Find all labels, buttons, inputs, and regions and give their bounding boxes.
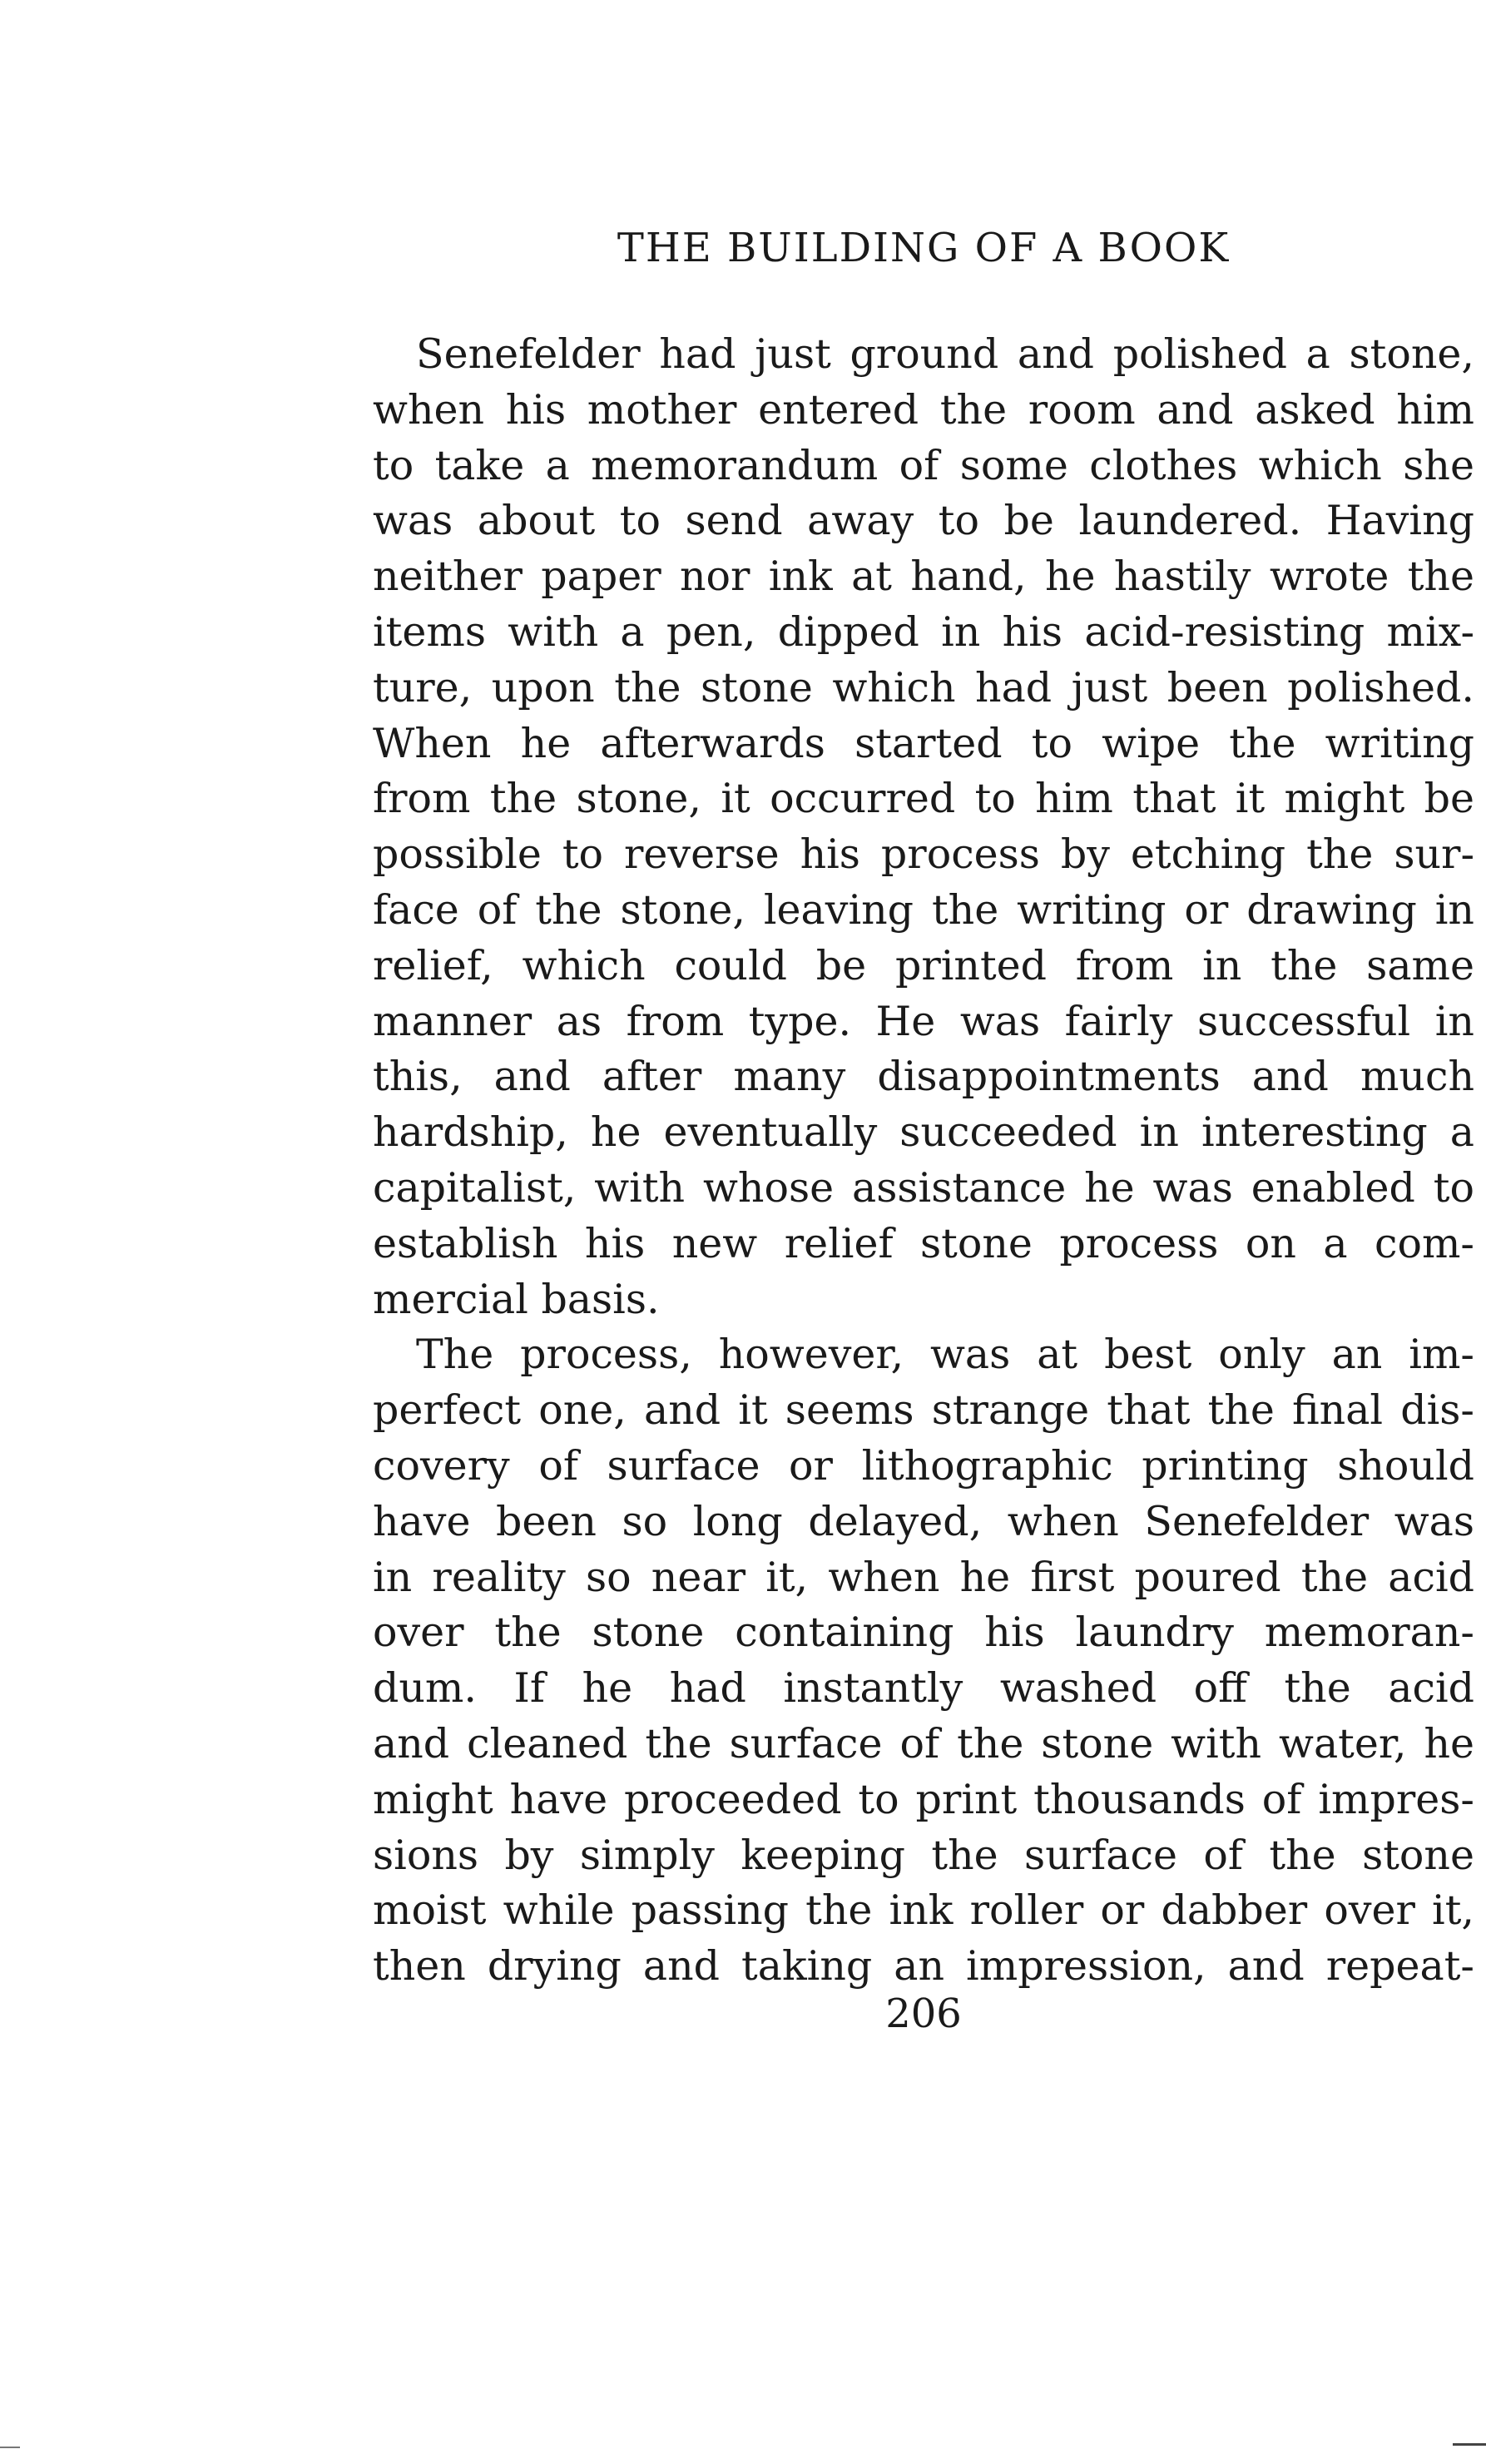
text-line: then drying and taking an impression, and repeat-: [373, 1942, 1474, 1991]
text-line: Senefelder had just ground and polished a stone,: [416, 330, 1474, 378]
text-line: and cleaned the surface of the stone with water, he: [373, 1719, 1474, 1767]
text-line: over the stone containing his laundry memoran-: [373, 1609, 1474, 1657]
page-number: 206: [885, 1991, 962, 2037]
text-line: face of the stone, leaving the writing or drawing in: [373, 885, 1474, 934]
text-line: neither paper nor ink at hand, he hastily wrote the: [373, 553, 1474, 601]
running-head: THE BUILDING OF A BOOK: [617, 225, 1231, 271]
text-line: relief, which could be printed from in the same: [373, 941, 1474, 989]
text-line: mercial basis.: [373, 1275, 660, 1323]
text-line: When he afterwards started to wipe the writing: [373, 719, 1474, 767]
text-line: manner as from type. He was fairly successful in: [373, 997, 1474, 1045]
text-line: hardship, he eventually succeeded in interesting a: [373, 1108, 1474, 1157]
body-text: [373, 327, 1474, 1995]
text-line: to take a memorandum of some clothes which she: [373, 441, 1474, 489]
text-line: from the stone, it occurred to him that it might be: [373, 775, 1474, 823]
text-line: The process, however, was at best only an im-: [416, 1331, 1474, 1379]
text-line: ture, upon the stone which had just been polished.: [373, 663, 1474, 711]
text-line: possible to reverse his process by etching the sur-: [373, 830, 1474, 879]
text-line: items with a pen, dipped in his acid-resisting mix-: [373, 607, 1474, 656]
text-line: sions by simply keeping the surface of the stone: [373, 1831, 1474, 1879]
text-line: in reality so near it, when he first poured the acid: [373, 1553, 1474, 1601]
text-line: might have proceeded to print thousands of impres-: [373, 1775, 1474, 1823]
text-line: dum. If he had instantly washed off the acid: [373, 1664, 1474, 1713]
text-line: covery of surface or lithographic printing should: [373, 1441, 1474, 1490]
text-line: capitalist, with whose assistance he was enabled to: [373, 1163, 1474, 1212]
text-line: when his mother entered the room and asked him: [373, 385, 1474, 434]
text-line: this, and after many disappointments and much: [373, 1053, 1474, 1101]
scan-edge-mark-right: [1453, 2443, 1486, 2446]
scan-edge-mark-left: [0, 2447, 20, 2448]
text-line: perfect one, and it seems strange that the final dis-: [373, 1386, 1474, 1435]
text-line: have been so long delayed, when Senefelder was: [373, 1497, 1474, 1545]
text-line: establish his new relief stone process on a com-: [373, 1219, 1474, 1267]
paragraph: [373, 1327, 1474, 1995]
text-line: was about to send away to be laundered. Having: [373, 497, 1474, 545]
text-line: moist while passing the ink roller or dabber over it,: [373, 1886, 1474, 1935]
paragraph: [373, 327, 1474, 1327]
